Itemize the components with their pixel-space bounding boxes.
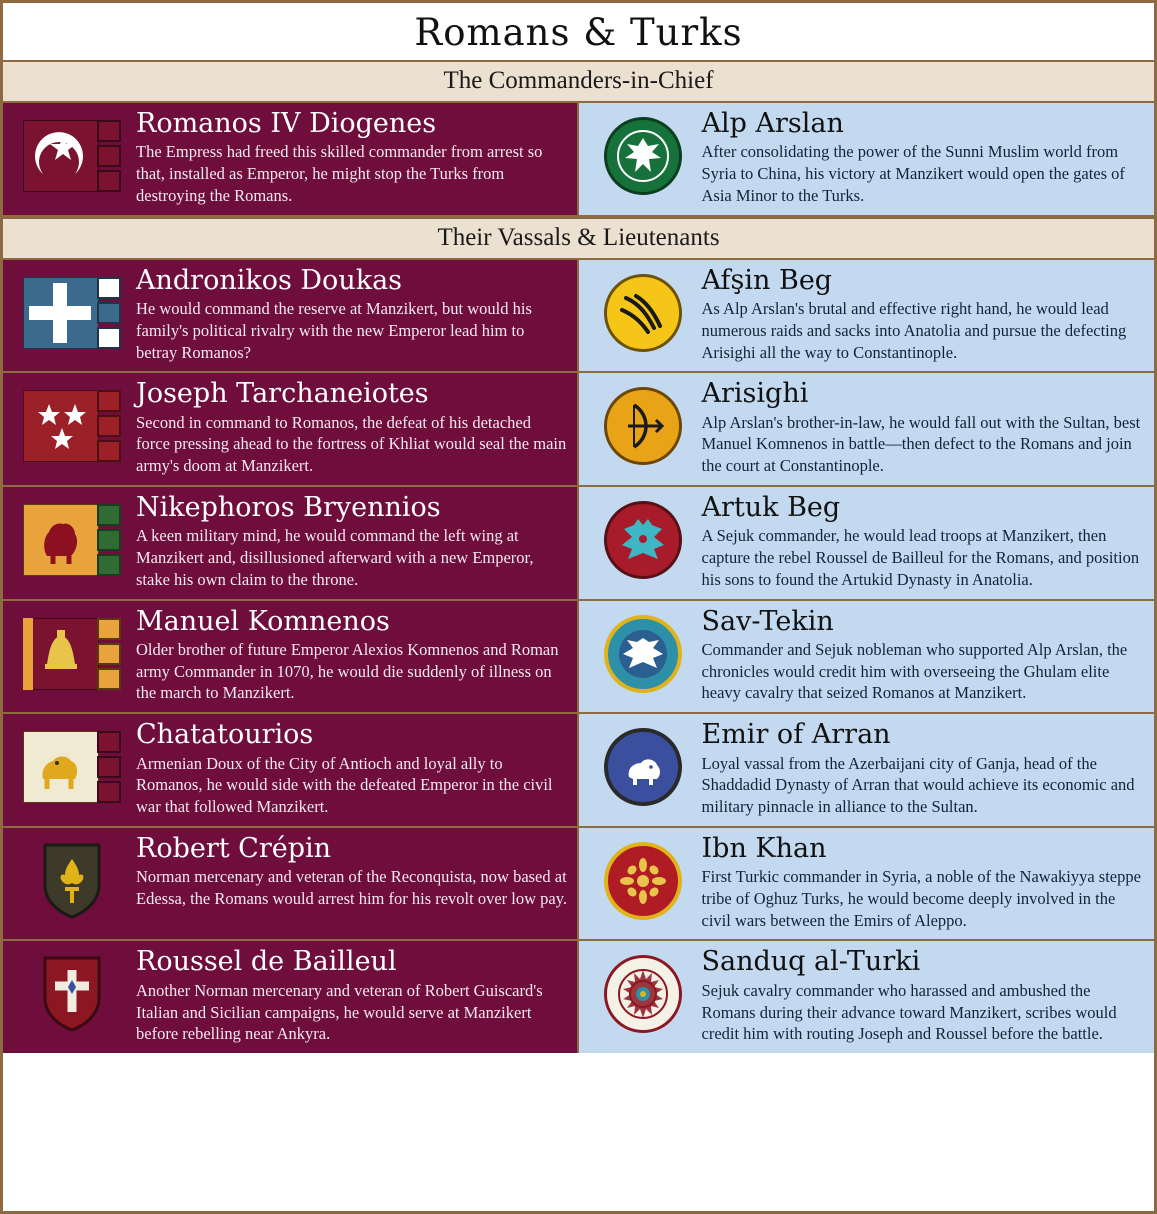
teal-eagle-roundel-icon [588, 608, 698, 700]
turk-vassal-desc: As Alp Arslan's brutal and effective right hand, he would lead numerous raids and sacks into Anatolia and pursue the defecting Arisighi all the way to Constantinople. [701, 298, 1127, 362]
table-row [3, 601, 1154, 715]
roman-vassal-cell [3, 373, 579, 485]
turk-vassal-name: Arisighi [701, 378, 809, 410]
roman-vassal-desc: Older brother of future Emperor Alexios Komnenos and Roman army Commander in 1070, he would die suddenly of illness on the march to Manzikert. [136, 639, 559, 703]
turk-commander-cell [579, 103, 1155, 215]
red-cross-shield-icon [12, 948, 132, 1040]
turk-vassal-text [698, 605, 1146, 705]
roman-vassal-cell [3, 714, 579, 826]
turk-vassal-desc: Commander and Sejuk nobleman who supported Alp Arslan, the chronicles would credit him with overseeing the Ghulam elite heavy cavalry that seized Romanos at Manzikert. [701, 639, 1128, 703]
roman-vassal-text [132, 491, 568, 591]
roman-vassal-cell [3, 260, 579, 372]
roman-vassal-desc: Norman mercenary and veteran of the Reconquista, now based at Edessa, the Romans would arrest him for his revolt over low pay. [136, 867, 568, 908]
roman-vassal-cell [3, 828, 579, 940]
turk-vassal-cell [579, 260, 1155, 372]
red-rosette-roundel-icon [588, 835, 698, 927]
turk-vassal-name: Ibn Khan [701, 832, 827, 864]
section-heading-vassals: Their Vassals & Lieutenants [3, 217, 1154, 260]
turk-vassal-cell [579, 941, 1155, 1053]
table-row [3, 941, 1154, 1053]
turk-commander-desc: After consolidating the power of the Sunni Muslim world from Syria to China, his victory at Manzikert would open the gates of Asia Minor to the Turks. [701, 142, 1125, 205]
table-row [3, 714, 1154, 828]
roman-vassal-desc: Another Norman mercenary and veteran of Robert Guiscard's Italian and Sicilian campaigns, he would serve at Manzikert before rebelling near Ankyra. [136, 980, 543, 1044]
turk-vassal-name: Artuk Beg [701, 491, 841, 523]
table-row [3, 828, 1154, 942]
turk-vassal-desc: Sejuk cavalry commander who harassed and ambushed the Romans during their advance toward Manzikert, scribes would credit him with routing Joseph and Roussel before the battle. [701, 980, 1117, 1044]
roman-vassal-cell [3, 601, 579, 713]
roman-vassal-desc: He would command the reserve at Manzikert, but would his family's political rivalry with the new Emperor lead him to betray Romanos? [136, 298, 532, 362]
turk-vassal-name: Sanduq al-Turki [701, 946, 921, 978]
turk-vassal-desc: First Turkic commander in Syria, a noble of the Nawakiyya steppe tribe of Oghuz Turks, he would become deeply involved in the civil wars between the Emirs of Aleppo. [701, 867, 1141, 930]
roman-vassal-name: Chatatourios [136, 719, 314, 751]
roman-vassal-desc: Second in command to Romanos, the defeat of his detached force pressing ahead to the fortress of Khliat would seal the main army's doom at Manzikert. [136, 412, 567, 476]
roman-vassal-name: Robert Crépin [136, 832, 332, 864]
turk-vassal-desc: Alp Arslan's brother-in-law, he would fall out with the Sultan, best Manuel Komnenos in battle—then defect to the Romans and join the court at Constantinople. [701, 412, 1141, 476]
turk-vassal-text [698, 832, 1146, 932]
roman-commander-name: Romanos IV Diogenes [136, 108, 437, 139]
roman-vassal-desc: Armenian Doux of the City of Antioch and loyal ally to Romanos, he would side with the defeated Emperor in the civil war that followed Manzikert. [136, 753, 553, 817]
table-row [3, 103, 1154, 217]
page-title: Romans & Turks [414, 11, 743, 54]
section-heading-commanders: The Commanders-in-Chief [3, 60, 1154, 103]
red-double-eagle-roundel-icon [588, 494, 698, 586]
roman-vassal-text [132, 264, 568, 364]
star-medallion-roundel-icon [588, 948, 698, 1040]
turk-vassal-text [698, 721, 1146, 818]
table-row [3, 260, 1154, 374]
red-stars-banner-icon [12, 380, 132, 472]
turk-vassal-name: Afşin Beg [701, 264, 833, 296]
orange-bow-roundel-icon [588, 380, 698, 472]
roman-vassal-text [132, 832, 568, 910]
fleur-de-lis-shield-icon [12, 835, 132, 927]
turk-vassal-cell [579, 487, 1155, 599]
roman-vassal-name: Roussel de Bailleul [136, 946, 397, 978]
turk-vassal-desc: A Sejuk commander, he would lead troops at Manzikert, then capture the rebel Roussel de Bailleul for the Romans, and position his sons to found the Artukid Dynasty in Anatolia. [701, 526, 1140, 589]
turk-vassal-cell [579, 373, 1155, 485]
table-row [3, 373, 1154, 487]
green-eagle-roundel-icon [588, 110, 698, 202]
blue-lion-roundel-icon [588, 721, 698, 813]
turk-vassal-text [698, 380, 1146, 477]
turk-commander-name: Alp Arslan [701, 108, 844, 139]
bell-banner-icon [12, 608, 132, 700]
roman-vassal-name: Nikephoros Bryennios [136, 491, 441, 523]
orange-lion-banner-icon [12, 494, 132, 586]
turk-vassal-cell [579, 714, 1155, 826]
turk-vassal-text [698, 491, 1146, 591]
turk-vassal-name: Sav-Tekin [701, 605, 834, 637]
roman-commander-desc: The Empress had freed this skilled commander from arrest so that, installed as Emperor, he might stop the Turks from destroying the Romans. [136, 142, 543, 205]
roman-vassal-desc: A keen military mind, he would command the left wing at Manzikert and, disillusioned afterward with a new Emperor, stake his own claim to the throne. [136, 526, 534, 589]
roman-vassal-text [132, 721, 568, 818]
turk-commander-text [698, 110, 1146, 207]
yellow-lion-banner-icon [12, 721, 132, 813]
turk-vassal-cell [579, 828, 1155, 940]
roman-vassal-cell [3, 941, 579, 1053]
turk-vassal-cell [579, 601, 1155, 713]
roman-vassal-name: Joseph Tarchaneiotes [136, 378, 429, 410]
yellow-sabres-roundel-icon [588, 267, 698, 359]
roman-vassal-text [132, 605, 568, 705]
star-crescent-banner-icon [12, 110, 132, 202]
turk-vassal-text [698, 948, 1146, 1045]
roman-vassal-text [132, 948, 568, 1045]
roman-vassal-text [132, 380, 568, 477]
turk-vassal-desc: Loyal vassal from the Azerbaijani city of Ganja, head of the Shaddadid Dynasty of Arran that would achieve its economic and military pinnacle in alliance to the Sultan. [701, 753, 1135, 817]
roman-vassal-name: Andronikos Doukas [136, 264, 403, 296]
turk-vassal-text [698, 264, 1146, 364]
turk-vassal-name: Emir of Arran [701, 719, 891, 751]
roman-commander-text [132, 110, 568, 207]
table-row [3, 487, 1154, 601]
blue-cross-banner-icon [12, 267, 132, 359]
roman-vassal-cell [3, 487, 579, 599]
roman-commander-cell [3, 103, 579, 215]
roman-vassal-name: Manuel Komnenos [136, 605, 390, 637]
